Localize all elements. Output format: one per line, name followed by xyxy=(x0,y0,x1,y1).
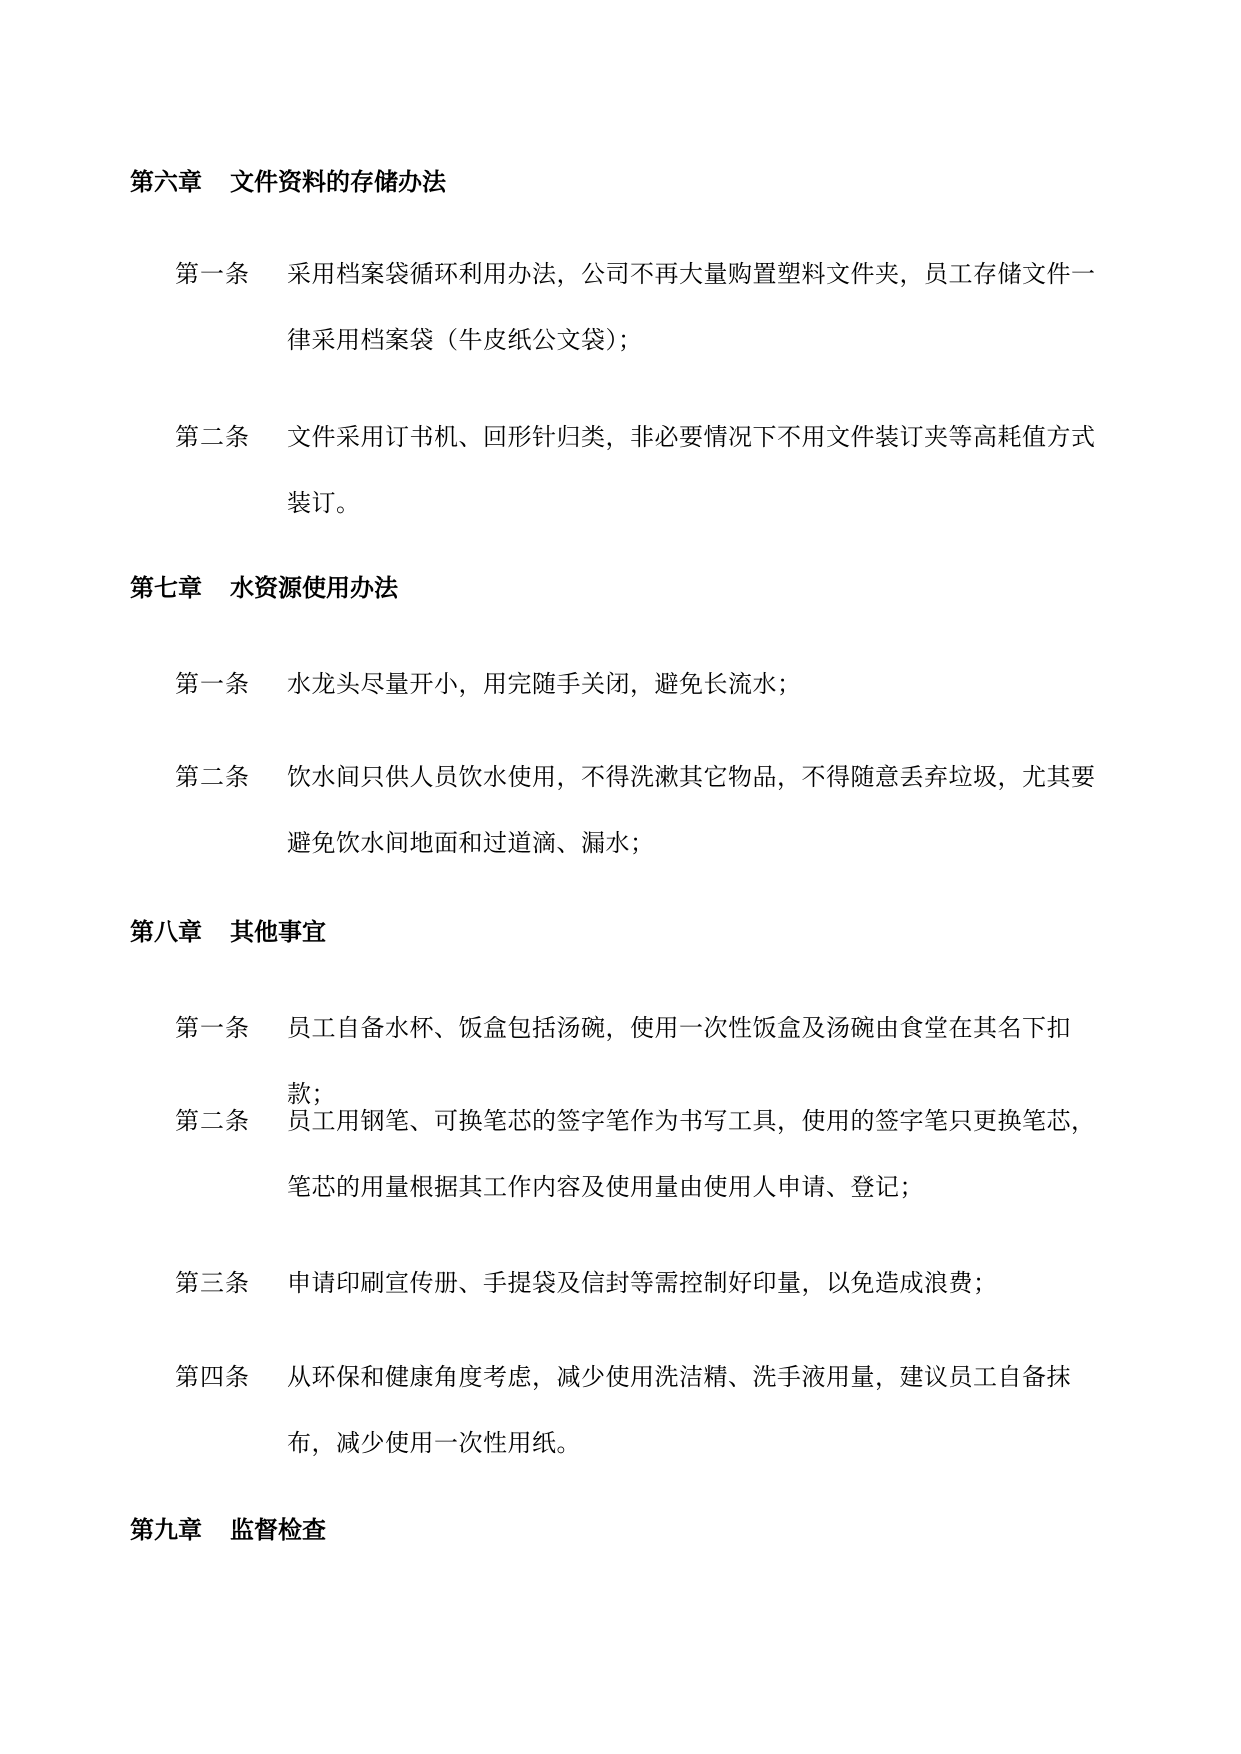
article-text: 员工自备水杯、饭盒包括汤碗，使用一次性饭盒及汤碗由食堂在其名下扣款； xyxy=(287,1014,1071,1108)
article-text: 水龙头尽量开小，用完随手关闭，避免长流水； xyxy=(287,670,802,698)
chapter-number: 第八章 xyxy=(130,917,202,946)
article-label: 第二条 xyxy=(175,763,250,791)
chapter-number: 第六章 xyxy=(130,167,202,196)
chapter-heading xyxy=(130,568,398,608)
chapter-heading xyxy=(130,912,326,952)
article-text: 饮水间只供人员饮水使用，不得洗漱其它物品，不得随意丢弃垃圾，尤其要避免饮水间地面和过道滴、漏水； xyxy=(287,763,1096,857)
chapter-title: 文件资料的存储办法 xyxy=(230,167,446,196)
chapter-title: 监督检查 xyxy=(230,1515,326,1544)
article-label: 第一条 xyxy=(175,1014,250,1042)
article-label: 第一条 xyxy=(175,670,250,698)
chapter-title: 其他事宜 xyxy=(230,917,326,946)
article-label: 第一条 xyxy=(175,260,250,288)
article-text: 采用档案袋循环利用办法，公司不再大量购置塑料文件夹，员工存储文件一律采用档案袋（牛皮纸公文袋）； xyxy=(287,260,1096,354)
chapter-heading xyxy=(130,162,446,202)
article-text: 文件采用订书机、回形针归类，非必要情况下不用文件装订夹等高耗值方式装订。 xyxy=(287,423,1096,517)
article-label: 第四条 xyxy=(175,1363,250,1391)
article-label: 第三条 xyxy=(175,1269,250,1297)
chapter-number: 第九章 xyxy=(130,1515,202,1544)
article-label: 第二条 xyxy=(175,423,250,451)
article-text: 从环保和健康角度考虑，减少使用洗洁精、洗手液用量，建议员工自备抹布，减少使用一次性用纸。 xyxy=(287,1363,1071,1457)
chapter-title: 水资源使用办法 xyxy=(230,573,398,602)
chapter-number: 第七章 xyxy=(130,573,202,602)
chapter-heading xyxy=(130,1510,326,1550)
article-label: 第二条 xyxy=(175,1107,250,1135)
article-text: 申请印刷宣传册、手提袋及信封等需控制好印量，以免造成浪费； xyxy=(287,1269,998,1297)
article-text: 员工用钢笔、可换笔芯的签字笔作为书写工具，使用的签字笔只更换笔芯，笔芯的用量根据其工作内容及使用量由使用人申请、登记； xyxy=(287,1107,1096,1201)
